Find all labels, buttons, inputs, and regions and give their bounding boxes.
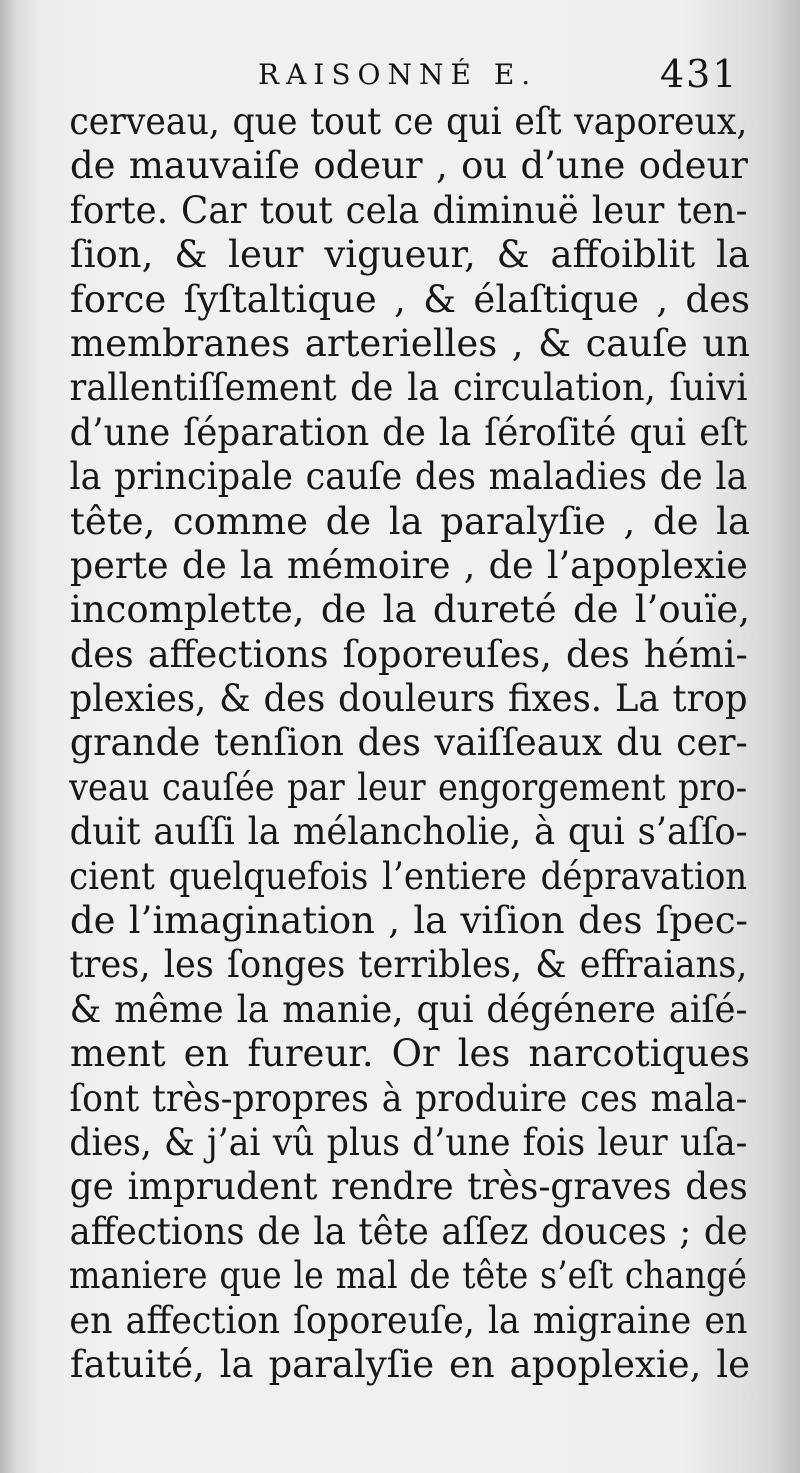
text-line: de l’imagination , la viſion des ſpec- bbox=[69, 899, 748, 943]
page-gutter-edge bbox=[0, 0, 18, 1473]
text-line: ſont très-propres à produire ces mala- bbox=[69, 1076, 748, 1120]
text-line: maniere que le mal de tête s’eſt changé bbox=[68, 1254, 747, 1298]
text-line: cient quelquefois l’entiere dépravation bbox=[69, 854, 748, 898]
body-text bbox=[60, 100, 750, 1387]
text-line: ment en fureur. Or les narcotiques bbox=[70, 1032, 750, 1076]
text-line: de mauvaiſe odeur , ou d’une odeur bbox=[69, 144, 748, 188]
page-number: 431 bbox=[660, 52, 739, 96]
text-line: la principale cauſe des maladies de la bbox=[69, 455, 748, 499]
text-line: membranes arterielles , & cauſe un bbox=[70, 321, 750, 365]
text-line: fatuité, la paralyſie en apoplexie, le bbox=[70, 1342, 750, 1386]
running-head: RAISONNÉ E. bbox=[258, 58, 538, 91]
text-line: perte de la mémoire , de l’apoplexie bbox=[69, 543, 748, 587]
text-line: incomplette, de la dureté de l’ouïe, bbox=[70, 588, 750, 632]
text-line: d’une ſéparation de la ſéroſité qui eſt bbox=[69, 410, 748, 454]
text-line: en affection ſoporeuſe, la migraine en bbox=[69, 1298, 748, 1342]
text-line: forte. Car tout cela diminuë leur ten- bbox=[69, 188, 748, 232]
text-line: des affections ſoporeuſes, des hémi- bbox=[69, 632, 748, 676]
page-header bbox=[0, 52, 800, 100]
text-line: & même la manie, qui dégénere aiſé- bbox=[69, 987, 748, 1031]
text-line: veau cauſée par leur engorgement pro- bbox=[69, 765, 748, 809]
text-line: tête, comme de la paralyſie , de la bbox=[70, 499, 750, 543]
text-line: tres, les ſonges terribles, & effraians, bbox=[69, 943, 748, 987]
text-line: ge imprudent rendre très-graves des bbox=[69, 1165, 748, 1209]
text-line: affections de la tête aſſez douces ; de bbox=[69, 1209, 748, 1253]
text-line: duit auſſi la mélancholie, à qui s’aſſo- bbox=[69, 810, 748, 854]
text-line: dies, & j’ai vû plus d’une fois leur uſa- bbox=[69, 1120, 748, 1164]
text-line: plexies, & des douleurs fixes. La trop bbox=[69, 677, 748, 721]
text-line: ſion, & leur vigueur, & affoiblit la bbox=[70, 233, 750, 277]
text-line: rallentiſſement de la circulation, ſuivi bbox=[69, 366, 748, 410]
text-line: grande tenſion des vaiſſeaux du cer- bbox=[69, 721, 748, 765]
text-line: cerveau, que tout ce qui eſt vaporeux, bbox=[69, 100, 748, 143]
text-line: force ſyſtaltique , & élaſtique , des bbox=[70, 277, 750, 321]
